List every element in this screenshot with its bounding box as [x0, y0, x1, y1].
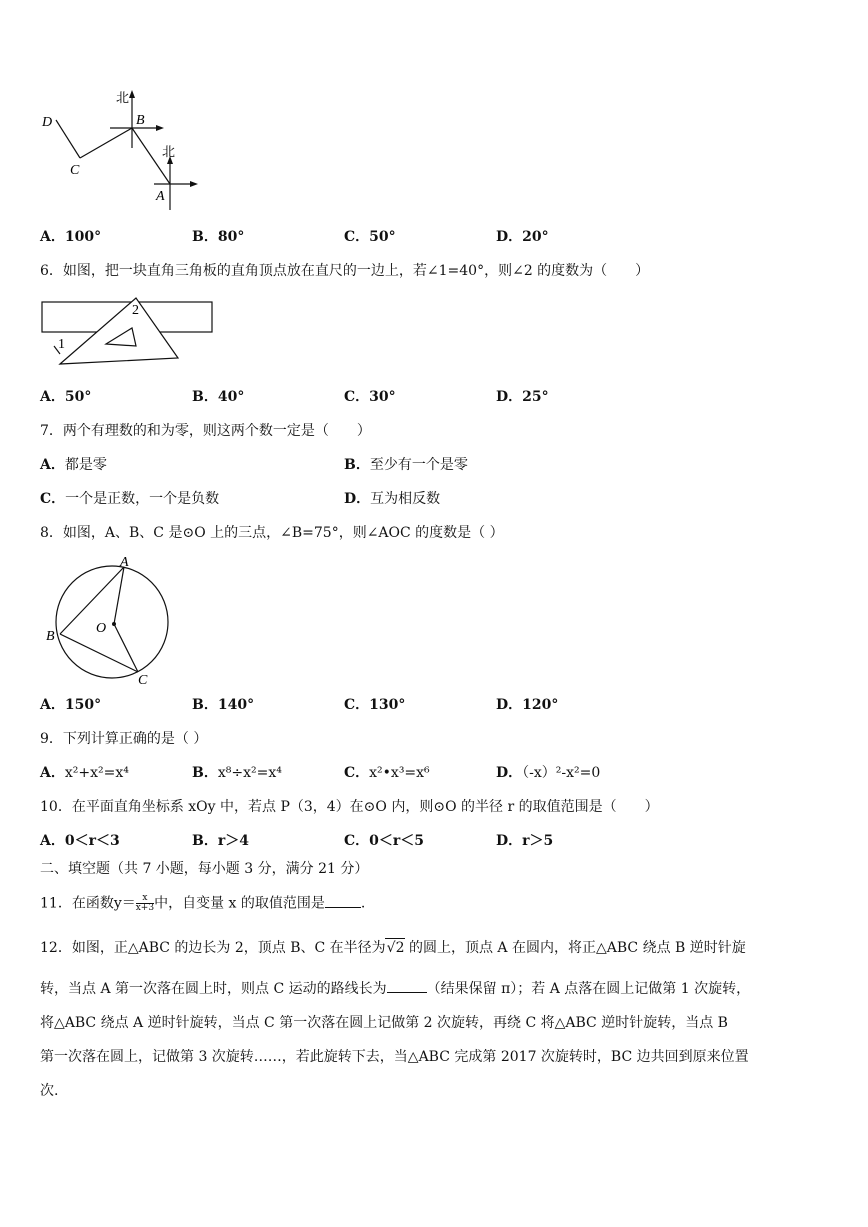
- option-letter: A．: [40, 765, 65, 781]
- north-label-2: 北: [162, 144, 176, 159]
- q11-end: .: [360, 895, 366, 912]
- segment-oc: [114, 624, 138, 672]
- triangle-outer: [60, 298, 178, 364]
- q5-bearing-figure: [36, 86, 206, 216]
- q7-stem: 7．两个有理数的和为零，则这两个数一定是（ ）: [40, 423, 371, 439]
- q11-fraction: [136, 894, 154, 913]
- option-text: （-x）²-x²=0: [522, 765, 601, 781]
- option-text: 20°: [522, 229, 549, 245]
- option-letter: A．: [40, 389, 65, 405]
- circle-o: [56, 566, 168, 678]
- q6-stem: 6．如图，把一块直角三角板的直角顶点放在直尺的一边上，若∠1=40°，则∠2 的度数为（ ）: [40, 263, 650, 279]
- q8-option-d[interactable]: [496, 696, 558, 714]
- point-label-a: A: [120, 555, 129, 570]
- q12-line-1b-text: 的圆上，顶点 A 在圆内，将正△ABC 绕点 B 逆时针旋: [408, 940, 746, 956]
- q6-option-b[interactable]: [192, 388, 244, 406]
- angle-label-1: 1: [58, 337, 65, 352]
- q11-fraction-denominator: x+3: [135, 903, 155, 913]
- option-text: 互为相反数: [370, 491, 441, 507]
- segment-dc: [56, 120, 80, 158]
- q8-option-b[interactable]: [192, 696, 254, 714]
- q12-answer-blank[interactable]: [387, 980, 427, 993]
- option-letter: B．: [192, 833, 218, 849]
- option-letter: D．: [496, 229, 523, 245]
- q8-stem: 8．如图，A、B、C 是⊙O 上的三点，∠B=75°，则∠AOC 的度数是（ ）: [40, 525, 504, 541]
- q6-option-c[interactable]: [344, 388, 396, 406]
- q6-option-a[interactable]: [40, 388, 91, 406]
- option-letter: B．: [192, 697, 218, 713]
- angle-label-2: 2: [132, 303, 139, 318]
- option-letter: B．: [192, 389, 218, 405]
- q8-option-c[interactable]: [344, 696, 405, 714]
- option-text: x⁸÷x²=x⁴: [217, 765, 282, 781]
- q10-option-a[interactable]: [40, 832, 120, 850]
- q11-suffix: 中，自变量 x 的取值范围是: [154, 895, 325, 912]
- q12-sqrt: √2: [386, 940, 405, 956]
- q5-option-b[interactable]: [192, 228, 244, 246]
- option-letter: D．: [496, 389, 523, 405]
- option-letter: B．: [192, 229, 218, 245]
- option-text: 0＜r＜5: [369, 833, 425, 849]
- option-text: 120°: [522, 697, 559, 713]
- q8-circle-figure: [40, 552, 180, 688]
- point-label-o: O: [96, 621, 107, 636]
- point-label-c: C: [138, 673, 148, 688]
- q12-line-2: [40, 980, 750, 998]
- option-letter: D．: [344, 491, 371, 507]
- q12-line-2a-text: 转，当点 A 第一次落在圆上时，则点 C 运动的路线长为: [40, 981, 387, 997]
- q11-fraction-numerator: x: [136, 894, 154, 904]
- q12-line-4: 第一次落在圆上，记做第 3 次旋转……，若此旋转下去，当△ABC 完成第 2017 次旋转时，BC 边共回到原来位置: [40, 1049, 749, 1065]
- segment-bc: [60, 634, 138, 672]
- option-text: 80°: [217, 229, 245, 245]
- option-letter: D．: [496, 833, 523, 849]
- q12-line-1-text: 12．如图，正△ABC 的边长为 2，顶点 B、C 在半径为: [40, 940, 386, 956]
- option-text: x²+x²=x⁴: [64, 765, 129, 781]
- option-letter: A．: [40, 457, 65, 473]
- q5-option-a[interactable]: [40, 228, 101, 246]
- q12-line-5: 次.: [40, 1083, 59, 1099]
- q7-option-a[interactable]: [40, 456, 107, 474]
- option-text: 一个是正数，一个是负数: [65, 491, 220, 507]
- q9-option-b[interactable]: [192, 764, 282, 782]
- east-arrow-icon-2: [190, 181, 198, 187]
- option-text: 100°: [64, 229, 102, 245]
- option-letter: D．: [496, 697, 523, 713]
- option-text: 140°: [217, 697, 255, 713]
- option-letter: D．: [496, 765, 523, 781]
- option-text: 0＜r＜3: [64, 833, 120, 849]
- point-label-b: B: [136, 113, 145, 128]
- point-label-c: C: [70, 163, 80, 178]
- option-letter: C．: [344, 229, 370, 245]
- point-label-a: A: [156, 189, 165, 204]
- q12-line-2b-text: （结果保留 π）；若 A 点落在圆上记做第 1 次旋转，: [426, 981, 751, 997]
- option-letter: A．: [40, 697, 65, 713]
- q12-sqrt-value: 2: [395, 940, 405, 956]
- option-letter: A．: [40, 833, 65, 849]
- q7-option-c[interactable]: [40, 490, 219, 508]
- q5-option-d[interactable]: [496, 228, 549, 246]
- option-text: 30°: [369, 389, 396, 405]
- option-text: 130°: [369, 697, 406, 713]
- q10-stem: 10．在平面直角坐标系 xOy 中，若点 P（3，4）在⊙O 内，则⊙O 的半径 r 的取值范围是（ ）: [40, 799, 659, 815]
- option-text: r＞5: [522, 833, 554, 849]
- point-label-d: D: [42, 115, 53, 130]
- option-letter: B．: [344, 457, 370, 473]
- q10-option-d[interactable]: [496, 832, 553, 850]
- option-text: x²•x³=x⁶: [369, 765, 430, 781]
- option-text: 50°: [64, 389, 92, 405]
- option-letter: C．: [344, 389, 370, 405]
- option-text: 25°: [522, 389, 549, 405]
- center-point: [112, 622, 116, 626]
- q11-answer-blank[interactable]: [325, 895, 361, 908]
- option-text: 都是零: [64, 457, 107, 473]
- point-label-b: B: [46, 629, 55, 644]
- q11-stem: [40, 894, 365, 913]
- q6-option-d[interactable]: [496, 388, 549, 406]
- option-text: 150°: [64, 697, 102, 713]
- q7-option-b[interactable]: [344, 456, 468, 474]
- q9-option-d[interactable]: [496, 764, 600, 782]
- q11-prefix: 11．在函数y＝: [40, 895, 136, 912]
- option-text: 40°: [217, 389, 245, 405]
- option-text: 50°: [369, 229, 396, 245]
- east-arrow-icon: [156, 125, 164, 131]
- q9-stem: 9．下列计算正确的是（ ）: [40, 731, 208, 747]
- q5-option-c[interactable]: [344, 228, 396, 246]
- q10-option-c[interactable]: [344, 832, 424, 850]
- north-label-1: 北: [116, 90, 130, 105]
- option-letter: C．: [344, 833, 370, 849]
- segment-cb: [80, 128, 132, 158]
- q10-option-b[interactable]: [192, 832, 249, 850]
- option-letter: B．: [192, 765, 218, 781]
- option-letter: C．: [40, 491, 66, 507]
- q12-line-3: 将△ABC 绕点 A 逆时针旋转，当点 C 第一次落在圆上记做第 2 次旋转，再绕 C 将△ABC 逆时针旋转，当点 B: [40, 1015, 728, 1031]
- option-text: 至少有一个是零: [369, 457, 468, 473]
- north-arrow-icon: [129, 90, 135, 98]
- q12-line-1: [40, 938, 746, 957]
- option-letter: C．: [344, 765, 370, 781]
- q8-option-a[interactable]: [40, 696, 101, 714]
- option-letter: C．: [344, 697, 370, 713]
- q9-option-c[interactable]: [344, 764, 430, 782]
- option-text: r＞4: [217, 833, 249, 849]
- q9-option-a[interactable]: [40, 764, 129, 782]
- option-letter: A．: [40, 229, 65, 245]
- q6-ruler-triangle-figure: [40, 294, 216, 368]
- section-2-title: 二、填空题（共 7 小题，每小题 3 分，满分 21 分）: [40, 861, 369, 877]
- q7-option-d[interactable]: [344, 490, 440, 508]
